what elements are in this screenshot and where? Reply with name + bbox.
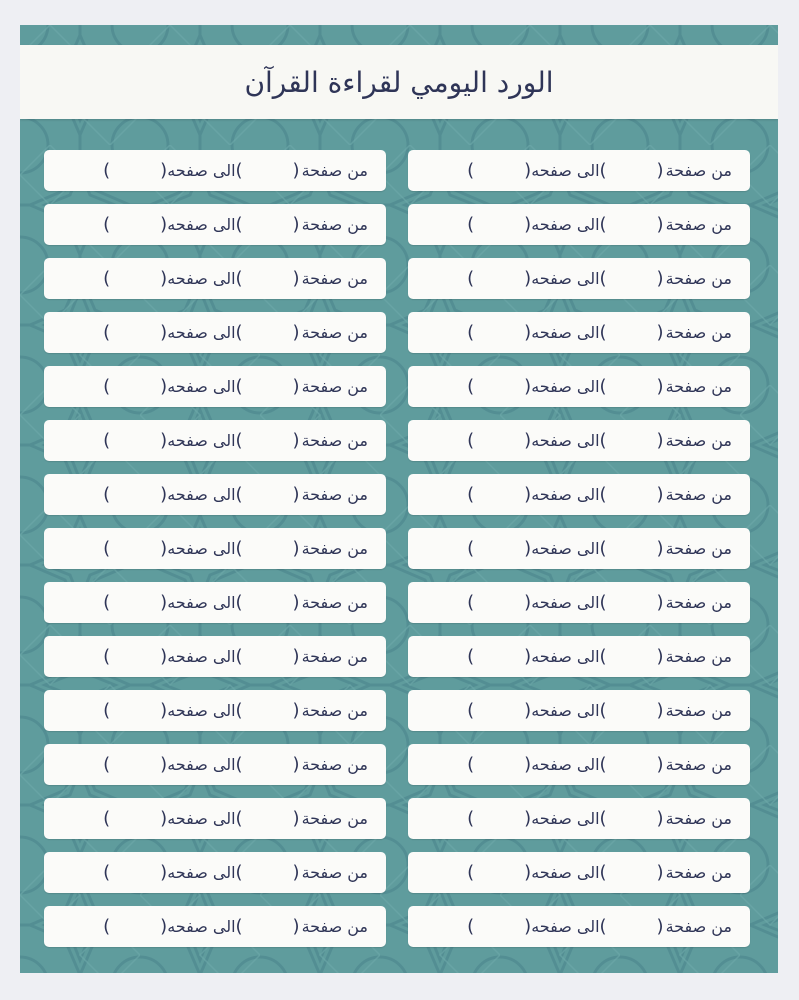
close-paren: ( — [235, 160, 243, 181]
close-paren: ( — [103, 160, 111, 181]
close-paren: ( — [467, 916, 475, 937]
reading-row — [44, 636, 386, 677]
close-paren: ( — [599, 646, 607, 667]
to-page-label: الى صفحه — [167, 161, 236, 180]
reading-row — [408, 798, 750, 839]
open-paren: ) — [160, 700, 168, 721]
open-paren: ) — [524, 538, 532, 559]
close-paren: ( — [235, 430, 243, 451]
to-page-label: الى صفحه — [167, 701, 236, 720]
close-paren: ( — [103, 322, 111, 343]
to-page-label: الى صفحه — [167, 539, 236, 558]
open-paren: ) — [292, 376, 300, 397]
from-page-label: من صفحة — [301, 593, 368, 612]
from-page-label: من صفحة — [301, 377, 368, 396]
open-paren: ) — [292, 430, 300, 451]
close-paren: ( — [467, 754, 475, 775]
open-paren: ) — [656, 754, 664, 775]
close-paren: ( — [599, 916, 607, 937]
open-paren: ) — [656, 484, 664, 505]
from-page-label: من صفحة — [665, 593, 732, 612]
from-page-label: من صفحة — [665, 161, 732, 180]
close-paren: ( — [467, 592, 475, 613]
open-paren: ) — [524, 808, 532, 829]
close-paren: ( — [235, 376, 243, 397]
from-page-label: من صفحة — [665, 755, 732, 774]
close-paren: ( — [599, 592, 607, 613]
to-page-label: الى صفحه — [167, 593, 236, 612]
open-paren: ) — [160, 862, 168, 883]
open-paren: ) — [160, 430, 168, 451]
to-page-label: الى صفحه — [167, 215, 236, 234]
reading-row — [408, 366, 750, 407]
to-page-label: الى صفحه — [531, 647, 600, 666]
close-paren: ( — [235, 484, 243, 505]
to-page-label: الى صفحه — [531, 917, 600, 936]
open-paren: ) — [292, 322, 300, 343]
open-paren: ) — [524, 646, 532, 667]
from-page-label: من صفحة — [665, 539, 732, 558]
from-page-label: من صفحة — [301, 647, 368, 666]
open-paren: ) — [292, 268, 300, 289]
close-paren: ( — [599, 862, 607, 883]
to-page-label: الى صفحه — [167, 485, 236, 504]
reading-row — [44, 582, 386, 623]
reading-row — [408, 744, 750, 785]
close-paren: ( — [235, 916, 243, 937]
open-paren: ) — [656, 538, 664, 559]
open-paren: ) — [160, 268, 168, 289]
close-paren: ( — [467, 646, 475, 667]
reading-row — [44, 744, 386, 785]
from-page-label: من صفحة — [665, 215, 732, 234]
open-paren: ) — [656, 268, 664, 289]
close-paren: ( — [467, 322, 475, 343]
reading-row — [44, 690, 386, 731]
reading-row — [408, 582, 750, 623]
to-page-label: الى صفحه — [167, 647, 236, 666]
reading-row — [408, 258, 750, 299]
open-paren: ) — [292, 808, 300, 829]
to-page-label: الى صفحه — [167, 323, 236, 342]
open-paren: ) — [524, 268, 532, 289]
reading-row — [408, 528, 750, 569]
close-paren: ( — [599, 268, 607, 289]
open-paren: ) — [292, 700, 300, 721]
close-paren: ( — [103, 700, 111, 721]
open-paren: ) — [292, 646, 300, 667]
open-paren: ) — [292, 160, 300, 181]
open-paren: ) — [160, 538, 168, 559]
to-page-label: الى صفحه — [531, 755, 600, 774]
open-paren: ) — [524, 430, 532, 451]
open-paren: ) — [160, 160, 168, 181]
reading-row — [408, 852, 750, 893]
open-paren: ) — [524, 214, 532, 235]
close-paren: ( — [103, 754, 111, 775]
close-paren: ( — [103, 214, 111, 235]
title-banner — [20, 45, 778, 119]
from-page-label: من صفحة — [665, 485, 732, 504]
reading-row — [44, 798, 386, 839]
from-page-label: من صفحة — [665, 323, 732, 342]
close-paren: ( — [103, 376, 111, 397]
close-paren: ( — [103, 916, 111, 937]
to-page-label: الى صفحه — [531, 161, 600, 180]
reading-log-grid — [44, 150, 750, 947]
to-page-label: الى صفحه — [531, 377, 600, 396]
close-paren: ( — [599, 376, 607, 397]
close-paren: ( — [467, 268, 475, 289]
to-page-label: الى صفحه — [531, 431, 600, 450]
close-paren: ( — [467, 808, 475, 829]
reading-row — [44, 906, 386, 947]
from-page-label: من صفحة — [665, 431, 732, 450]
close-paren: ( — [599, 160, 607, 181]
open-paren: ) — [160, 484, 168, 505]
open-paren: ) — [656, 862, 664, 883]
close-paren: ( — [467, 160, 475, 181]
from-page-label: من صفحة — [301, 431, 368, 450]
to-page-label: الى صفحه — [167, 269, 236, 288]
close-paren: ( — [467, 862, 475, 883]
reading-row — [44, 528, 386, 569]
open-paren: ) — [292, 538, 300, 559]
from-page-label: من صفحة — [665, 647, 732, 666]
planner-sheet — [20, 25, 778, 973]
close-paren: ( — [599, 700, 607, 721]
open-paren: ) — [160, 646, 168, 667]
from-page-label: من صفحة — [301, 215, 368, 234]
from-page-label: من صفحة — [301, 161, 368, 180]
open-paren: ) — [524, 592, 532, 613]
to-page-label: الى صفحه — [167, 431, 236, 450]
from-page-label: من صفحة — [665, 377, 732, 396]
open-paren: ) — [524, 862, 532, 883]
from-page-label: من صفحة — [301, 809, 368, 828]
open-paren: ) — [160, 808, 168, 829]
to-page-label: الى صفحه — [167, 863, 236, 882]
from-page-label: من صفحة — [665, 917, 732, 936]
reading-row — [408, 636, 750, 677]
open-paren: ) — [524, 484, 532, 505]
to-page-label: الى صفحه — [167, 755, 236, 774]
close-paren: ( — [235, 754, 243, 775]
close-paren: ( — [235, 808, 243, 829]
close-paren: ( — [235, 700, 243, 721]
reading-row — [408, 906, 750, 947]
to-page-label: الى صفحه — [531, 809, 600, 828]
open-paren: ) — [292, 484, 300, 505]
close-paren: ( — [103, 430, 111, 451]
reading-row — [44, 420, 386, 461]
reading-row — [44, 366, 386, 407]
reading-row — [408, 690, 750, 731]
close-paren: ( — [235, 214, 243, 235]
reading-row — [44, 312, 386, 353]
reading-row — [408, 150, 750, 191]
close-paren: ( — [103, 538, 111, 559]
open-paren: ) — [160, 376, 168, 397]
open-paren: ) — [524, 322, 532, 343]
open-paren: ) — [656, 430, 664, 451]
open-paren: ) — [656, 214, 664, 235]
to-page-label: الى صفحه — [167, 917, 236, 936]
close-paren: ( — [103, 808, 111, 829]
to-page-label: الى صفحه — [531, 323, 600, 342]
from-page-label: من صفحة — [301, 539, 368, 558]
reading-row — [408, 474, 750, 515]
open-paren: ) — [656, 322, 664, 343]
close-paren: ( — [599, 538, 607, 559]
close-paren: ( — [235, 322, 243, 343]
from-page-label: من صفحة — [665, 809, 732, 828]
open-paren: ) — [524, 376, 532, 397]
open-paren: ) — [292, 916, 300, 937]
from-page-label: من صفحة — [301, 269, 368, 288]
close-paren: ( — [467, 538, 475, 559]
close-paren: ( — [467, 214, 475, 235]
page-title: الورد اليومي لقراءة القرآن — [244, 65, 554, 99]
from-page-label: من صفحة — [665, 863, 732, 882]
open-paren: ) — [524, 700, 532, 721]
to-page-label: الى صفحه — [531, 485, 600, 504]
open-paren: ) — [656, 916, 664, 937]
to-page-label: الى صفحه — [531, 215, 600, 234]
close-paren: ( — [599, 322, 607, 343]
open-paren: ) — [656, 376, 664, 397]
close-paren: ( — [599, 430, 607, 451]
open-paren: ) — [524, 160, 532, 181]
open-paren: ) — [656, 646, 664, 667]
reading-row — [44, 204, 386, 245]
open-paren: ) — [160, 754, 168, 775]
open-paren: ) — [160, 322, 168, 343]
close-paren: ( — [103, 862, 111, 883]
close-paren: ( — [599, 754, 607, 775]
open-paren: ) — [292, 862, 300, 883]
open-paren: ) — [656, 592, 664, 613]
close-paren: ( — [103, 592, 111, 613]
open-paren: ) — [160, 916, 168, 937]
close-paren: ( — [467, 430, 475, 451]
close-paren: ( — [467, 700, 475, 721]
open-paren: ) — [160, 214, 168, 235]
open-paren: ) — [656, 808, 664, 829]
reading-row — [44, 258, 386, 299]
from-page-label: من صفحة — [301, 323, 368, 342]
to-page-label: الى صفحه — [167, 809, 236, 828]
close-paren: ( — [467, 484, 475, 505]
open-paren: ) — [292, 754, 300, 775]
from-page-label: من صفحة — [301, 701, 368, 720]
from-page-label: من صفحة — [665, 269, 732, 288]
to-page-label: الى صفحه — [531, 539, 600, 558]
from-page-label: من صفحة — [301, 755, 368, 774]
open-paren: ) — [656, 160, 664, 181]
close-paren: ( — [599, 214, 607, 235]
reading-row — [44, 474, 386, 515]
open-paren: ) — [524, 754, 532, 775]
from-page-label: من صفحة — [301, 917, 368, 936]
close-paren: ( — [235, 646, 243, 667]
to-page-label: الى صفحه — [531, 863, 600, 882]
close-paren: ( — [235, 268, 243, 289]
reading-row — [44, 852, 386, 893]
close-paren: ( — [599, 484, 607, 505]
reading-row — [408, 204, 750, 245]
close-paren: ( — [235, 592, 243, 613]
from-page-label: من صفحة — [665, 701, 732, 720]
close-paren: ( — [235, 862, 243, 883]
close-paren: ( — [467, 376, 475, 397]
to-page-label: الى صفحه — [531, 593, 600, 612]
from-page-label: من صفحة — [301, 485, 368, 504]
to-page-label: الى صفحه — [531, 269, 600, 288]
close-paren: ( — [103, 646, 111, 667]
open-paren: ) — [292, 592, 300, 613]
close-paren: ( — [599, 808, 607, 829]
to-page-label: الى صفحه — [167, 377, 236, 396]
open-paren: ) — [160, 592, 168, 613]
close-paren: ( — [103, 484, 111, 505]
close-paren: ( — [103, 268, 111, 289]
reading-row — [408, 312, 750, 353]
open-paren: ) — [524, 916, 532, 937]
reading-row — [408, 420, 750, 461]
open-paren: ) — [656, 700, 664, 721]
open-paren: ) — [292, 214, 300, 235]
reading-row — [44, 150, 386, 191]
from-page-label: من صفحة — [301, 863, 368, 882]
to-page-label: الى صفحه — [531, 701, 600, 720]
close-paren: ( — [235, 538, 243, 559]
